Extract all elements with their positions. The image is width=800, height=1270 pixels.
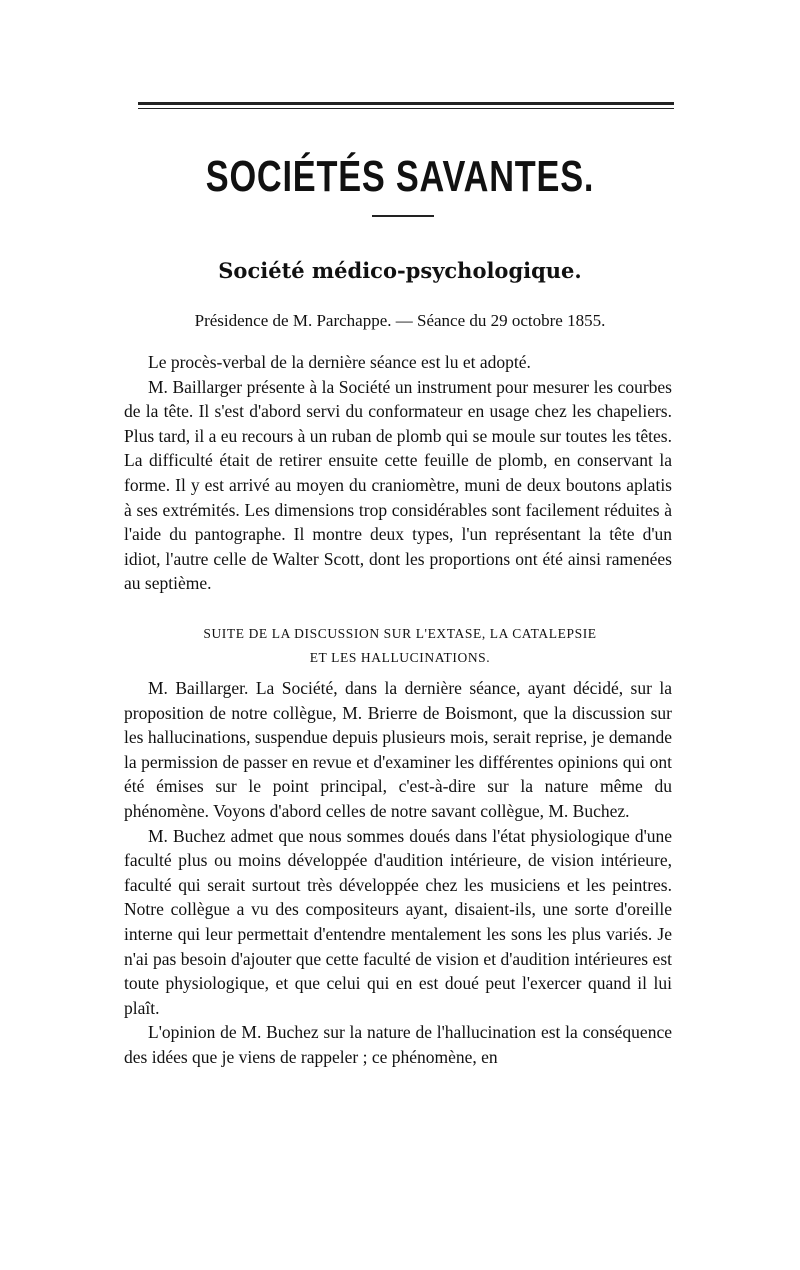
minutes-block (124, 350, 672, 596)
session-line: Présidence de M. Parchappe. — Séance du 29 octobre 1855. (194, 311, 606, 330)
section-heading-line-1: SUITE DE LA DISCUSSION SUR L'EXTASE, LA CATALEPSIE (203, 626, 597, 641)
paragraph-opinion: L'opinion de M. Buchez sur la nature de l'hallucination est la conséquence des idées que je viens de rappeler ; ce phénomène, en (124, 1022, 672, 1067)
paragraph-instrument: M. Baillarger présente à la Société un instrument pour mesurer les courbes de la tête. Il s'est d'abord servi du conformateur en usage chez les chapeliers. Plus tard, il a eu recours à un ruban de plomb qui se moule sur toutes les têtes. La difficulté était de retirer ensuite cette feuille de plomb, en conservant la forme. Il y est arrivé au moyen du craniomètre, muni de deux boutons aplatis à ses extrémités. Les dimensions trop considérables sont facilement réduites à l'aide du pantographe. Il montre deux types, l'un représentant la tête d'un idiot, l'autre celle de Walter Scott, dont les proportions ont été ainsi ramenées au septième. (124, 376, 672, 594)
page-title: SOCIÉTÉS SAVANTES. (205, 152, 595, 201)
section-heading-line-2: ET LES HALLUCINATIONS. (309, 650, 491, 665)
paragraph-baillarger: M. Baillarger. La Société, dans la dernière séance, ayant décidé, sur la proposition de notre collègue, M. Brierre de Boismont, que la discussion sur les hallucinations, suspendue depuis plusieurs mois, serait reprise, je demande la permission de passer en revue et d'examiner les différentes opinions qui ont été émises sur le point principal, c'est-à-dire sur la nature même du phénomène. Voyons d'abord celles de notre savant collègue, M. Buchez. (124, 678, 672, 821)
paragraph-buchez: M. Buchez admet que nous sommes doués dans l'état physiologique d'une faculté plus ou moins développée d'audition intérieure, de vision intérieure, faculté qui serait surtout très développée chez les musiciens et les peintres. Notre collègue a vu des compositeurs ayant, disaient-ils, une sorte d'oreille interne qui leur permettait d'entendre mentalement les sons les plus variés. Je n'ai pas besoin d'ajouter que cette faculté de vision et d'audition intérieures est toute physiologique, et que celui qui en est doué peut l'exercer quand il lui plaît. (124, 825, 672, 1018)
discussion-block (124, 676, 672, 1070)
title-divider (372, 215, 434, 217)
section-heading (0, 622, 800, 670)
top-rule (138, 102, 674, 109)
paragraph-minutes-adopted: Le procès-verbal de la dernière séance est lu et adopté. (148, 352, 531, 372)
society-heading: Société médico-psychologique. (218, 258, 582, 283)
